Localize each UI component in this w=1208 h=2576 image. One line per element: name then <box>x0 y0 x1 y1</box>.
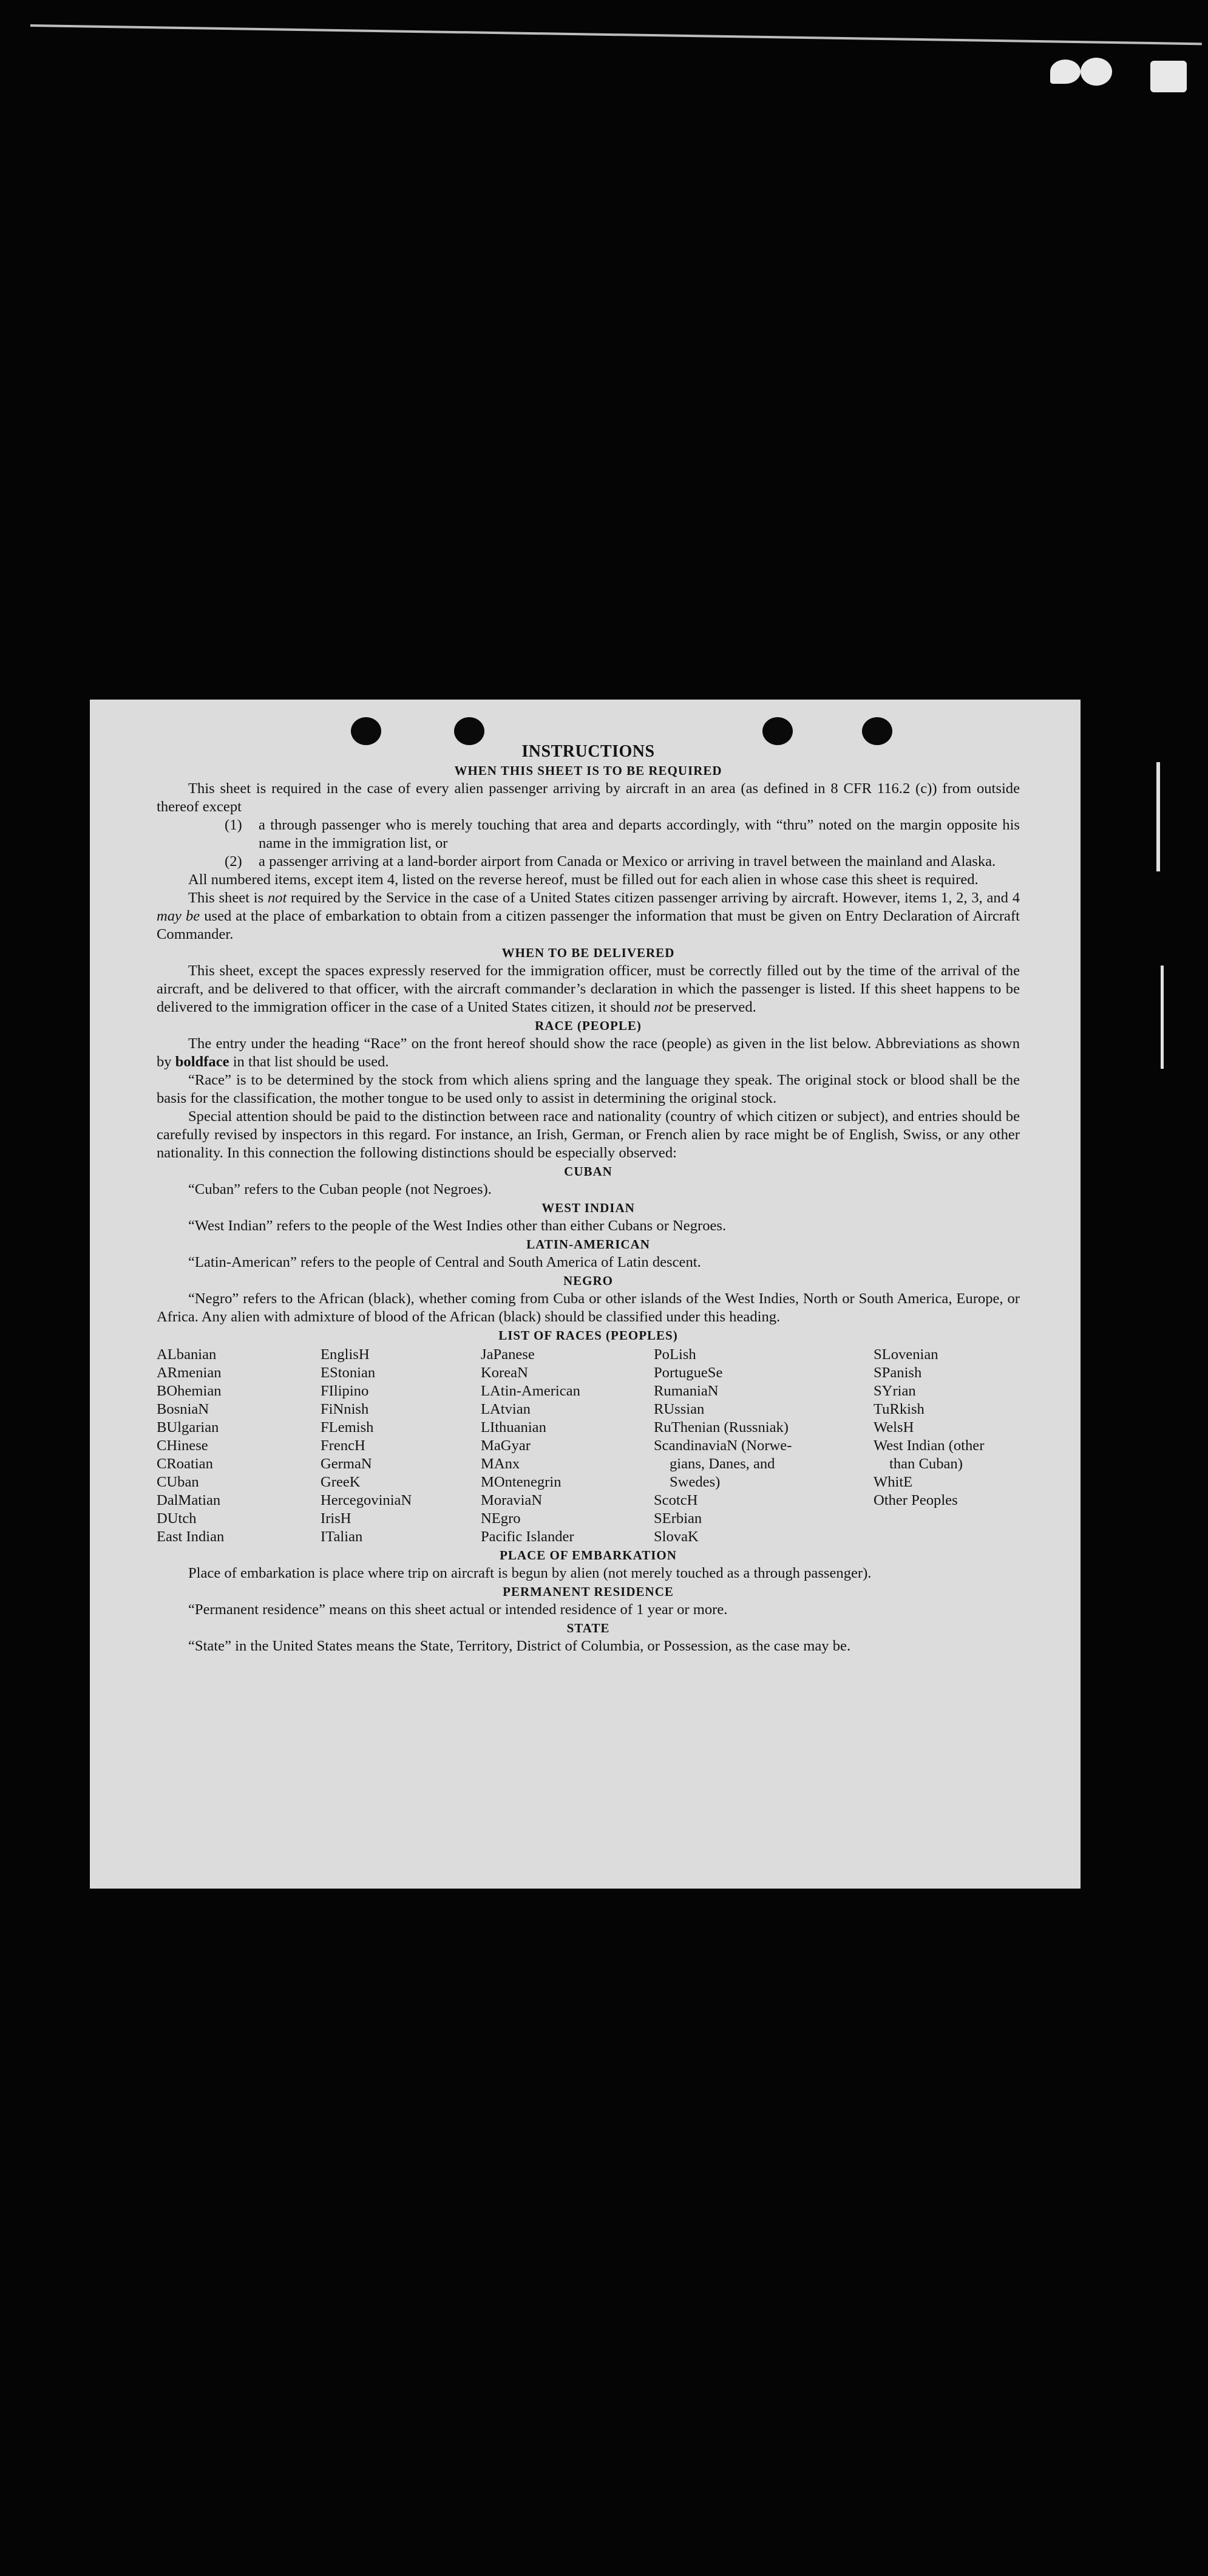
heading-permanent-residence: PERMANENT RESIDENCE <box>503 1584 674 1599</box>
race-entry: Other Peoples <box>874 1492 958 1508</box>
item-text: a passenger arriving at a land-border airport from Canada or Mexico or arriving in travel between the mainland and Alaska. <box>259 853 996 870</box>
race-entry: RuThenian (Russniak) <box>654 1419 789 1436</box>
race-entry-continued: than Cuban) <box>889 1456 963 1472</box>
race-entry: MAnx <box>481 1456 520 1472</box>
paragraph: “Latin-American” refers to the people of Central and South America of Latin descent. <box>188 1254 701 1270</box>
heading-negro: NEGRO <box>563 1273 613 1288</box>
race-entry: CRoatian <box>157 1456 213 1472</box>
paragraph: Place of embarkation is place where trip on aircraft is begun by alien (not merely touched as a through passenger). <box>188 1565 872 1581</box>
race-entry: DalMatian <box>157 1492 221 1508</box>
film-mark <box>1081 58 1112 86</box>
race-entry: West Indian (other <box>874 1437 985 1454</box>
race-entry: SErbian <box>654 1510 702 1527</box>
punch-hole <box>862 717 892 745</box>
race-entry: TuRkish <box>874 1401 925 1417</box>
race-entry: EStonian <box>321 1365 376 1381</box>
race-column <box>874 1346 1031 1546</box>
race-entry: East Indian <box>157 1528 225 1545</box>
race-entry: DUtch <box>157 1510 197 1527</box>
race-entry: MoraviaN <box>481 1492 543 1508</box>
race-entry: BOhemian <box>157 1383 222 1399</box>
paragraph: “Permanent residence” means on this sheet actual or intended residence of 1 year or more. <box>188 1601 728 1618</box>
race-entry: PortugueSe <box>654 1365 723 1381</box>
punch-hole <box>351 717 381 745</box>
heading-cuban: CUBAN <box>564 1164 612 1179</box>
film-mark <box>1050 60 1081 84</box>
race-entry: ScotcH <box>654 1492 698 1508</box>
race-column <box>321 1346 481 1546</box>
race-entry: MOntenegrin <box>481 1474 562 1490</box>
document-title: INSTRUCTIONS <box>521 742 655 761</box>
punch-hole <box>454 717 484 745</box>
heading-when-required: WHEN THIS SHEET IS TO BE REQUIRED <box>454 763 722 778</box>
race-entry: EnglisH <box>321 1346 370 1363</box>
paragraph: Special attention should be paid to the distinction between race and nationality (country of which citizen or subject), and entries should be carefully revised by inspectors in this regard. For instance, an Irish, German, or French alien by race might be of English, Swiss, or any other nationality. In this connection the following distinctions should be especially observed: <box>157 1108 1020 1161</box>
heading-latin-american: LATIN-AMERICAN <box>526 1237 650 1252</box>
film-scratch <box>1156 762 1160 871</box>
race-entry: RUssian <box>654 1401 705 1417</box>
list-item <box>157 816 1020 853</box>
race-entry: GreeK <box>321 1474 361 1490</box>
race-entry: FIlipino <box>321 1383 369 1399</box>
race-list <box>157 1346 1020 1546</box>
paragraph: All numbered items, except item 4, listed on the reverse hereof, must be filled out for each alien in whose case this sheet is required. <box>188 871 979 888</box>
paragraph: The entry under the heading “Race” on the front hereof should show the race (people) as given in the list below. Abbreviations as shown by boldface in that list should be used. <box>157 1035 1020 1070</box>
race-entry: IrisH <box>321 1510 351 1527</box>
punch-hole <box>762 717 793 745</box>
paragraph: This sheet is required in the case of every alien passenger arriving by aircraft in an area (as defined in 8 CFR 116.2 (c)) from outside thereof except <box>157 780 1020 815</box>
race-entry: SLovenian <box>874 1346 938 1363</box>
race-entry: GermaN <box>321 1456 372 1472</box>
item-text: a through passenger who is merely touching that area and departs accordingly, with “thru” noted on the margin opposite his name in the immigration list, or <box>259 817 1020 851</box>
list-item <box>157 853 1020 871</box>
heading-embarkation: PLACE OF EMBARKATION <box>500 1548 677 1562</box>
race-entry: HercegoviniaN <box>321 1492 412 1508</box>
heading-state: STATE <box>566 1621 610 1635</box>
race-entry: WhitE <box>874 1474 913 1490</box>
race-entry: LAtvian <box>481 1401 531 1417</box>
paragraph: “Race” is to be determined by the stock from which aliens spring and the language they speak. The original stock or blood shall be the basis for the classification, the mother tongue to be used only to assist in determining the original stock. <box>157 1072 1020 1106</box>
heading-race: RACE (PEOPLE) <box>535 1018 642 1033</box>
race-entry: PoLish <box>654 1346 696 1363</box>
item-number: (1) <box>225 817 242 833</box>
race-entry: KoreaN <box>481 1365 528 1381</box>
race-entry-continued: Swedes) <box>670 1474 721 1490</box>
paragraph: “Negro” refers to the African (black), whether coming from Cuba or other islands of the West Indies, North or South America, Europe, or Africa. Any alien with admixture of blood of the African (black) should be classified under this heading. <box>157 1290 1020 1325</box>
paragraph: This sheet is not required by the Service in the case of a United States citizen passenger arriving by aircraft. However, items 1, 2, 3, and 4 may be used at the place of embarkation to obtain from a citizen passenger the information that must be given on Entry Declaration of Aircraft Commander. <box>157 890 1020 942</box>
race-entry: JaPanese <box>481 1346 535 1363</box>
paragraph: “Cuban” refers to the Cuban people (not Negroes). <box>188 1181 492 1198</box>
film-scratch <box>1161 966 1164 1069</box>
race-entry: FrencH <box>321 1437 365 1454</box>
race-column <box>481 1346 654 1546</box>
race-entry: SYrian <box>874 1383 916 1399</box>
instruction-sheet <box>90 700 1081 1889</box>
heading-west-indian: WEST INDIAN <box>541 1201 635 1215</box>
race-entry: BosniaN <box>157 1401 209 1417</box>
race-entry: CUban <box>157 1474 199 1490</box>
race-entry: ITalian <box>321 1528 363 1545</box>
race-entry: ALbanian <box>157 1346 217 1363</box>
item-number: (2) <box>225 853 242 870</box>
race-entry: RumaniaN <box>654 1383 719 1399</box>
race-entry-continued: gians, Danes, and <box>670 1456 775 1472</box>
race-entry: NEgro <box>481 1510 521 1527</box>
race-entry: ScandinaviaN (Norwe- <box>654 1437 792 1454</box>
heading-when-delivered: WHEN TO BE DELIVERED <box>501 946 675 960</box>
race-entry: ARmenian <box>157 1365 222 1381</box>
race-column <box>157 1346 321 1546</box>
race-entry: Pacific Islander <box>481 1528 574 1545</box>
film-edge-line <box>30 24 1202 45</box>
race-entry: LAtin-American <box>481 1383 580 1399</box>
race-entry: BUlgarian <box>157 1419 219 1436</box>
race-entry: FiNnish <box>321 1401 369 1417</box>
race-entry: LIthuanian <box>481 1419 546 1436</box>
race-entry: FLemish <box>321 1419 374 1436</box>
paragraph: “State” in the United States means the State, Territory, District of Columbia, or Possession, as the case may be. <box>188 1638 851 1654</box>
race-entry: WelsH <box>874 1419 914 1436</box>
race-entry: SPanish <box>874 1365 922 1381</box>
race-entry: CHinese <box>157 1437 208 1454</box>
race-column <box>654 1346 874 1546</box>
paragraph: “West Indian” refers to the people of the West Indies other than either Cubans or Negroes. <box>188 1218 727 1234</box>
film-mark <box>1150 61 1187 92</box>
race-entry: SlovaK <box>654 1528 699 1545</box>
race-entry: MaGyar <box>481 1437 531 1454</box>
paragraph: This sheet, except the spaces expressly reserved for the immigration officer, must be correctly filled out by the time of the arrival of the aircraft, and be delivered to that officer, with the aircraft commander’s declaration in which the passenger is listed. If this sheet happens to be delivered to the immigration officer in the case of a United States citizen, it should not be preserved. <box>157 963 1020 1015</box>
heading-list-of-races: LIST OF RACES (PEOPLES) <box>498 1328 678 1343</box>
